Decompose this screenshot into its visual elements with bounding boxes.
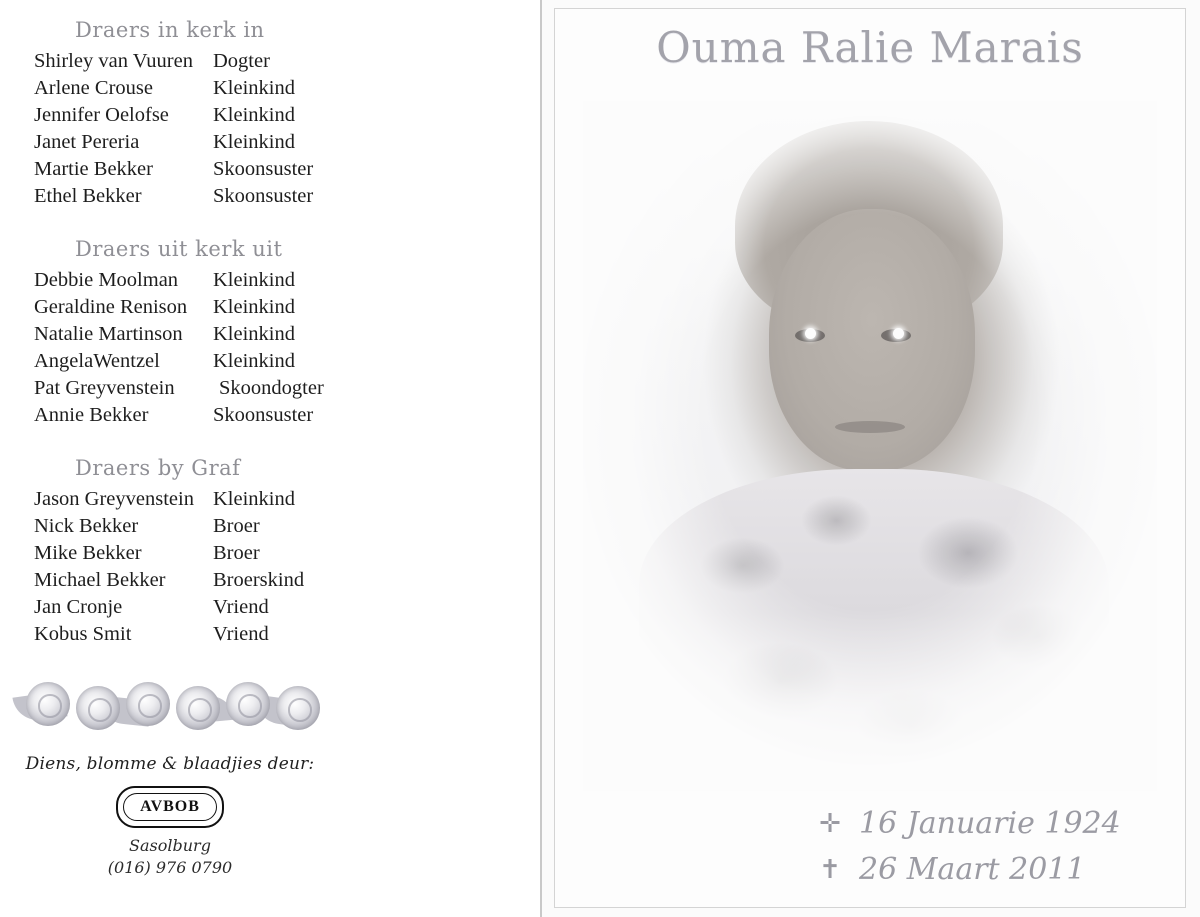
bearer-name: Janet Pereria — [34, 131, 140, 153]
bearer-relation: Skoonsuster — [213, 185, 314, 207]
list-item — [0, 102, 540, 129]
bearer-name: Kobus Smit — [34, 623, 132, 645]
bearer-relation: Kleinkind — [213, 323, 295, 345]
bearer-list — [0, 48, 540, 210]
bearer-relation: Broer — [213, 515, 260, 537]
bearer-name: Ethel Bekker — [34, 185, 142, 207]
portrait-vignette — [583, 101, 1157, 791]
bearer-name: Jennifer Oelofse — [34, 104, 169, 126]
list-item — [0, 267, 540, 294]
list-item — [0, 75, 540, 102]
section-title: Draers uit kerk uit — [75, 237, 283, 261]
list-item — [0, 540, 540, 567]
bearer-relation: Broer — [213, 542, 260, 564]
birth-date-row — [615, 801, 1135, 847]
bearer-relation: Dogter — [213, 50, 270, 72]
list-item — [0, 594, 540, 621]
bearer-relation: Kleinkind — [213, 77, 295, 99]
list-item — [0, 321, 540, 348]
bearer-name: Geraldine Renison — [34, 296, 188, 318]
bearer-name: Annie Bekker — [34, 404, 149, 426]
list-item — [0, 183, 540, 210]
bearer-name: Jason Greyvenstein — [34, 488, 194, 510]
credits-town: Sasolburg — [129, 836, 211, 855]
list-item — [0, 486, 540, 513]
bearer-name: Jan Cronje — [34, 596, 123, 618]
list-item — [0, 567, 540, 594]
bearer-relation: Skoonsuster — [213, 404, 314, 426]
right-panel — [542, 0, 1200, 917]
bearer-name: Mike Bekker — [34, 542, 142, 564]
bearer-relation: Vriend — [213, 623, 269, 645]
bearer-name: Natalie Martinson — [34, 323, 183, 345]
death-date: 26 Maart 2011 — [859, 852, 1086, 887]
bearer-relation: Kleinkind — [213, 350, 295, 372]
credits-phone: (016) 976 0790 — [107, 858, 233, 877]
avbob-logo-text: AVBOB — [123, 793, 217, 821]
bearer-name: Martie Bekker — [34, 158, 153, 180]
bearer-relation: Broerskind — [213, 569, 305, 591]
bearer-name: Michael Bekker — [34, 569, 166, 591]
death-date-row — [615, 847, 1135, 893]
page-title: Ouma Ralie Marais — [656, 23, 1084, 72]
list-item — [0, 129, 540, 156]
cross-icon: ✝ — [819, 855, 841, 884]
bearer-list — [0, 486, 540, 648]
bearer-relation: Kleinkind — [213, 296, 295, 318]
section-title: Draers in kerk in — [75, 18, 265, 42]
rose-divider-icon — [14, 672, 324, 734]
bearer-relation: Skoondogter — [219, 377, 324, 399]
list-item — [0, 621, 540, 648]
birth-star-icon: ✛ — [819, 809, 841, 838]
credits-block — [0, 754, 340, 877]
bearer-relation: Kleinkind — [213, 488, 295, 510]
memorial-frame — [554, 8, 1186, 908]
bearer-relation: Kleinkind — [213, 104, 295, 126]
bearer-relation: Vriend — [213, 596, 269, 618]
bearer-name: AngelaWentzel — [34, 350, 160, 372]
bearers-section-church-in — [0, 18, 540, 210]
bearers-section-grave — [0, 456, 540, 648]
bearer-relation: Kleinkind — [213, 269, 295, 291]
list-item — [0, 156, 540, 183]
bearer-name: Nick Bekker — [34, 515, 139, 537]
avbob-logo — [116, 786, 224, 828]
bearers-section-church-out — [0, 237, 540, 429]
list-item — [0, 402, 540, 429]
left-panel — [0, 0, 540, 917]
credits-line: Diens, blomme & blaadjies deur: — [25, 754, 315, 774]
portrait-image — [583, 101, 1157, 791]
bearer-list — [0, 267, 540, 429]
bearer-name: Shirley van Vuuren — [34, 50, 193, 72]
list-item — [0, 375, 540, 402]
section-title: Draers by Graf — [75, 456, 241, 480]
list-item — [0, 513, 540, 540]
portrait-photo — [583, 101, 1157, 791]
bearer-relation: Skoonsuster — [213, 158, 314, 180]
list-item — [0, 294, 540, 321]
list-item — [0, 348, 540, 375]
bearer-name: Pat Greyvenstein — [34, 377, 175, 399]
dates-block — [615, 801, 1135, 893]
list-item — [0, 48, 540, 75]
bearer-name: Arlene Crouse — [34, 77, 153, 99]
birth-date: 16 Januarie 1924 — [859, 806, 1121, 841]
bearer-relation: Kleinkind — [213, 131, 295, 153]
bearer-name: Debbie Moolman — [34, 269, 179, 291]
